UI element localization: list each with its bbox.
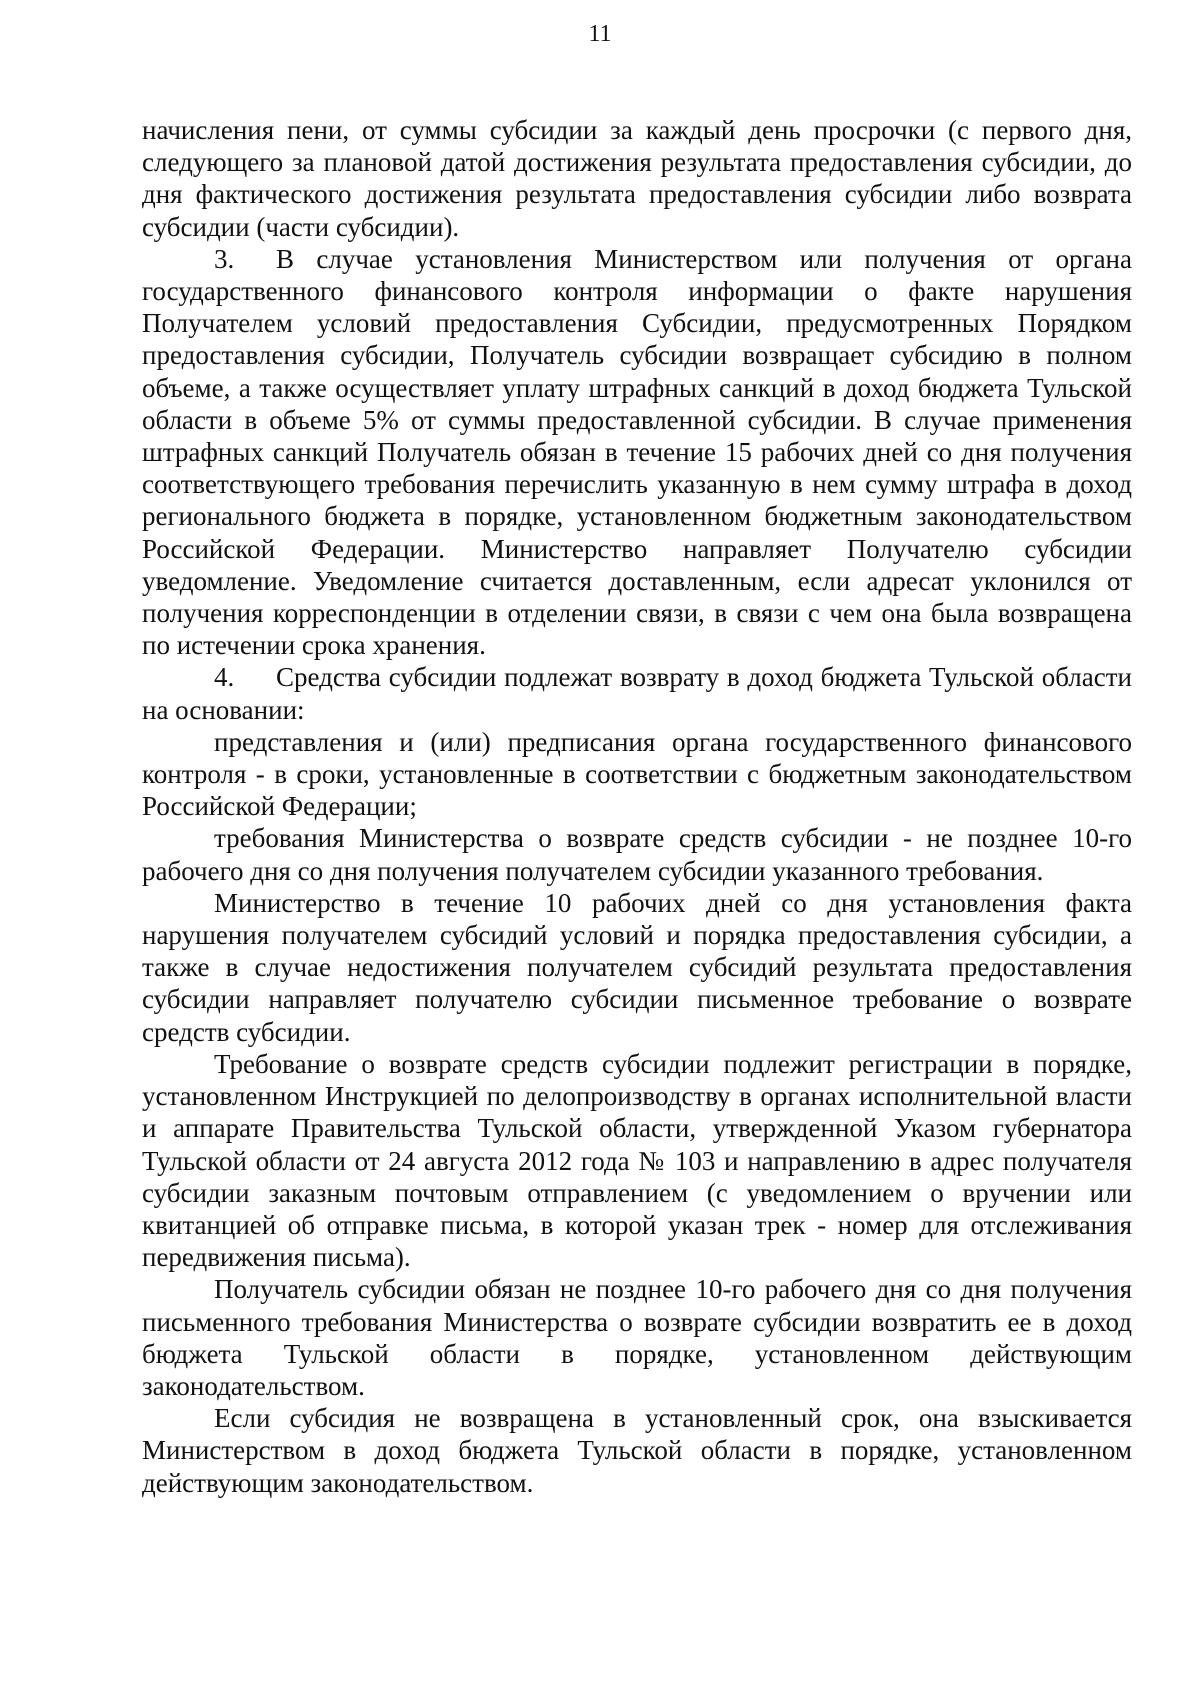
page-number: 11 — [588, 21, 612, 47]
paragraph-3-text: В случае установления Министерством или получения от органа государственного финансового контроля информации о факте нарушения Получателем условий предоставления Субсидии, предусмотренных Порядком предоставления субсидии, Получатель субсидии возвращает субсидию в полном объеме, а также осуществляет уплату штрафных санкций в доход бюджета Тульской области в объеме 5% от суммы предоставленной субсидии. В случае применения штрафных санкций Получатель обязан в течение 15 рабочих дней со дня получения соответствующего требования перечислить указанную в нем сумму штрафа в доход регионального бюджета в порядке, установленном бюджетным законодательством Российской Федерации. Министерство направляет Получателю субсидии уведомление. Уведомление считается доставленным, если адресат уклонился от получения корреспонденции в отделении связи, в связи с чем она была возвращена по истечении срока хранения. — [142, 243, 1132, 661]
paragraph-4 — [142, 661, 1132, 725]
paragraph-recipient-obligation: Получатель субсидии обязан не позднее 10-го рабочего дня со дня получения письменного требования Министерства о возврате субсидии возвратить ее в доход бюджета Тульской области в порядке, установленном действующим законодательством. — [142, 1274, 1132, 1401]
paragraph-4-number: 4. — [214, 662, 235, 693]
paragraph-4-text: Средства субсидии подлежат возврату в доход бюджета Тульской области на основании: — [142, 662, 1132, 725]
paragraph-3-number: 3. — [214, 243, 235, 274]
paragraph-ministry-notice: Министерство в течение 10 рабочих дней со дня установления факта нарушения получателем субсидий условий и порядка предоставления субсидии, а также в случае недостижения получателем субсидий результата предоставления субсидии направляет получателю субсидии письменное требование о возврате средств субсидии. — [142, 887, 1132, 1047]
paragraph-3 — [142, 243, 1132, 662]
paragraph-ministry-requirement: требования Министерства о возврате средств субсидии - не позднее 10-го рабочего дня со дня получения получателем субсидии указанного требования. — [142, 823, 1132, 886]
paragraph-control-body-orders: представления и (или) предписания органа государственного финансового контроля - в сроки, установленные в соответствии с бюджетным законодательством Российской Федерации; — [142, 726, 1132, 822]
paragraph-recovery: Если субсидия не возвращена в установленный срок, она взыскивается Министерством в доход бюджета Тульской области в порядке, установленном действующим законодательством. — [142, 1403, 1132, 1498]
document-body — [142, 114, 1132, 1499]
paragraph-penalty-continuation: начисления пени, от суммы субсидии за каждый день просрочки (с первого дня, следующего за плановой датой достижения результата предоставления субсидии, до дня фактического достижения результата предоставления субсидии либо возврата субсидии (части субсидии). — [142, 115, 1132, 242]
paragraph-requirement-registration: Требование о возврате средств субсидии подлежит регистрации в порядке, установленном Инструкцией по делопроизводству в органах исполнительной власти и аппарате Правительства Тульской области, утвержденной Указом губернатора Тульской области от 24 августа 2012 года № 103 и направлению в адрес получателя субсидии заказным почтовым отправлением (с уведомлением о вручении или квитанцией об отправке письма, в которой указан трек - номер для отслеживания передвижения письма). — [142, 1048, 1132, 1273]
